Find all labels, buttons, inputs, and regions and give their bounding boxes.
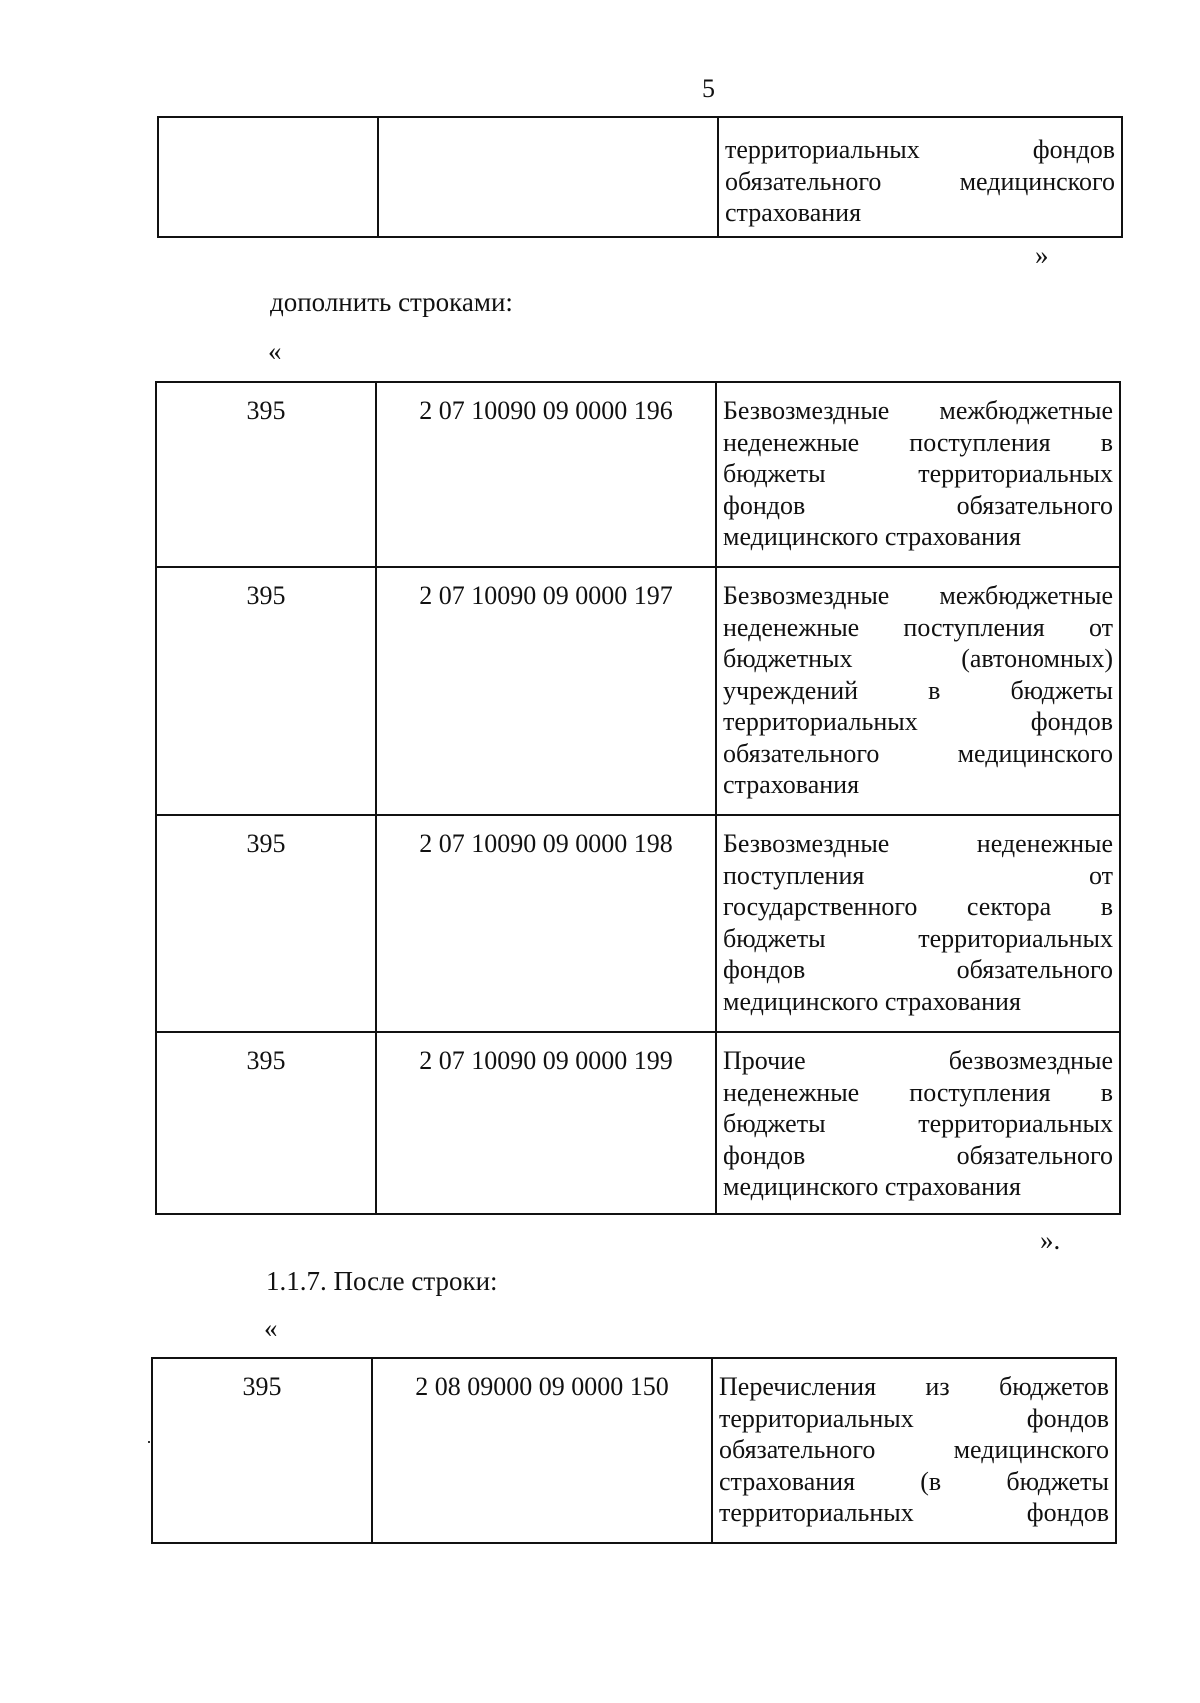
description-line: фондов обязательного — [723, 955, 1113, 984]
description-line: медицинского страхования — [723, 986, 1021, 1016]
admin-code-cell — [156, 567, 376, 815]
opening-quote: « — [268, 336, 282, 366]
description-line: обязательного медицинского — [719, 1435, 1109, 1464]
description-line: бюджеты территориальных — [723, 923, 1113, 953]
budget-code: 2 07 10090 09 0000 196 — [419, 396, 673, 425]
description-cell — [716, 1032, 1120, 1214]
description-line: бюджетных (автономных) — [723, 644, 1113, 673]
description-line: территориальных фондов — [723, 707, 1113, 736]
table-added-rows — [155, 381, 1121, 1215]
admin-code-cell — [158, 117, 378, 237]
section-heading: 1.1.7. После строки: — [266, 1266, 498, 1296]
table-row — [156, 815, 1120, 1032]
closing-quote: » — [1035, 240, 1049, 270]
table-row — [156, 1032, 1120, 1214]
admin-code: 395 — [246, 396, 286, 425]
admin-code-cell — [156, 1032, 376, 1214]
page-number: 5 — [702, 74, 715, 103]
admin-code: 395 — [246, 829, 286, 858]
description — [717, 816, 1119, 1023]
admin-code-cell — [156, 815, 376, 1032]
description — [717, 383, 1119, 559]
description-line: бюджеты территориальных — [723, 459, 1113, 488]
description-line: учреждений в бюджеты — [723, 675, 1113, 705]
description-line: медицинского страхования — [723, 522, 1021, 551]
description — [719, 118, 1121, 235]
description-cell — [712, 1358, 1116, 1543]
admin-code: 395 — [246, 581, 286, 610]
budget-code-cell — [378, 117, 718, 237]
description-cell — [716, 567, 1120, 815]
admin-code-cell — [152, 1358, 372, 1543]
budget-code: 2 07 10090 09 0000 197 — [419, 581, 673, 610]
description-line: территориальных фондов — [719, 1403, 1109, 1433]
description — [717, 1033, 1119, 1209]
description-line: страхования — [723, 770, 860, 799]
table-continued — [157, 116, 1123, 238]
description-line: страхования (в бюджеты — [719, 1466, 1109, 1496]
description-line: обязательного медицинского — [725, 166, 1115, 196]
admin-code — [159, 118, 377, 130]
description-line: бюджеты территориальных — [723, 1109, 1113, 1138]
description-line: неденежные поступления в — [723, 427, 1113, 457]
budget-code: 2 08 09000 09 0000 150 — [415, 1372, 669, 1401]
description-line: поступления от — [723, 860, 1113, 890]
description-line: неденежные поступления в — [723, 1077, 1113, 1107]
description-cell — [718, 117, 1122, 237]
description-line: медицинского страхования — [723, 1172, 1021, 1201]
admin-code: 395 — [246, 1046, 286, 1075]
table-row — [156, 382, 1120, 567]
description-line: Безвозмездные межбюджетные — [723, 581, 1113, 610]
description — [713, 1359, 1115, 1535]
admin-code-cell — [156, 382, 376, 567]
budget-code-cell — [376, 1032, 716, 1214]
description-line: территориальных фондов — [719, 1498, 1109, 1527]
table-after-row — [151, 1357, 1117, 1544]
description-line: государственного сектора в — [723, 892, 1113, 921]
scan-speck — [148, 1441, 150, 1443]
description — [717, 568, 1119, 807]
description-line: территориальных фондов — [725, 135, 1115, 164]
description-line: Перечисления из бюджетов — [719, 1372, 1109, 1401]
table-row — [156, 567, 1120, 815]
description-line: Прочие безвозмездные — [723, 1046, 1113, 1075]
description-line: фондов обязательного — [723, 490, 1113, 520]
description-line: Безвозмездные межбюджетные — [723, 396, 1113, 425]
budget-code-cell — [372, 1358, 712, 1543]
description-line: страхования — [725, 198, 862, 227]
opening-quote: « — [264, 1313, 278, 1343]
description-line: обязательного медицинского — [723, 738, 1113, 768]
budget-code: 2 07 10090 09 0000 199 — [419, 1046, 673, 1075]
description-line: фондов обязательного — [723, 1140, 1113, 1170]
budget-code-cell — [376, 815, 716, 1032]
description-line: неденежные поступления от — [723, 612, 1113, 642]
table-row — [152, 1358, 1116, 1543]
budget-code: 2 07 10090 09 0000 198 — [419, 829, 673, 858]
budget-code — [379, 118, 717, 130]
instruction-text: дополнить строками: — [270, 287, 513, 317]
budget-code-cell — [376, 382, 716, 567]
admin-code: 395 — [242, 1372, 282, 1401]
table-row — [158, 117, 1122, 237]
description-line: Безвозмездные неденежные — [723, 829, 1113, 858]
description-cell — [716, 382, 1120, 567]
budget-code-cell — [376, 567, 716, 815]
closing-quote: ». — [1040, 1225, 1061, 1255]
description-cell — [716, 815, 1120, 1032]
